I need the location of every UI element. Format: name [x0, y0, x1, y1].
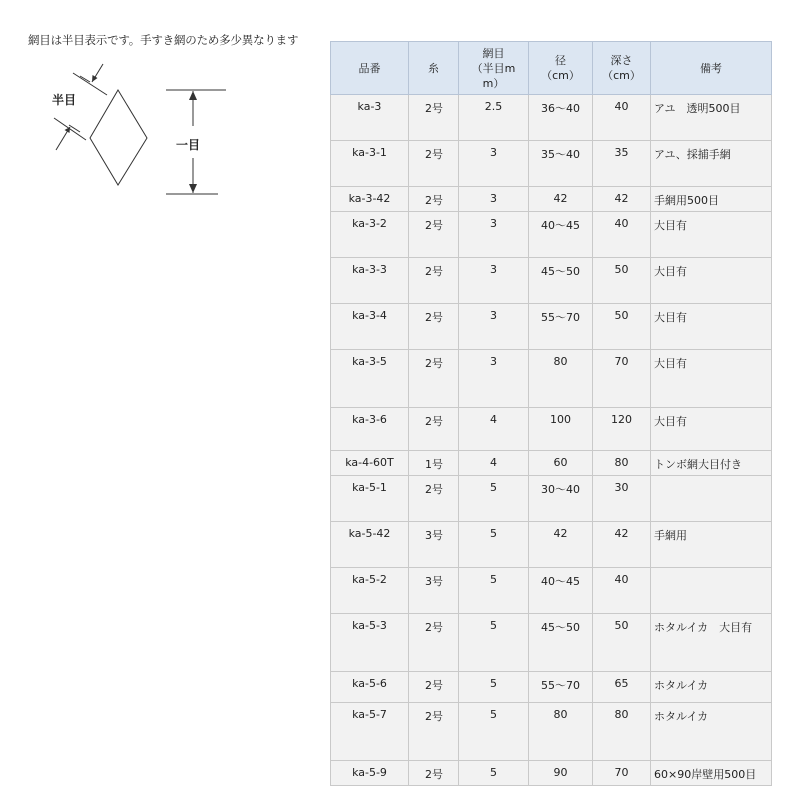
cell-kei: 45～50: [529, 258, 593, 304]
cell-fukasa: 50: [593, 304, 651, 350]
cell-biko: 60×90岸壁用500目: [651, 761, 772, 786]
cell-ito: 2号: [409, 350, 459, 408]
cell-ito: 3号: [409, 568, 459, 614]
cell-amime: 5: [459, 476, 529, 522]
cell-amime: 4: [459, 408, 529, 451]
table-row: [331, 141, 772, 187]
cell-kei: 42: [529, 522, 593, 568]
cell-hinban: ka-3-2: [331, 212, 409, 258]
cell-amime: 3: [459, 187, 529, 212]
header-amime-line2: （半目m: [471, 61, 516, 75]
cell-biko: [651, 476, 772, 522]
cell-hinban: ka-5-2: [331, 568, 409, 614]
table-row: [331, 304, 772, 350]
cell-amime: 5: [459, 522, 529, 568]
cell-fukasa: 40: [593, 95, 651, 141]
cell-kei: 80: [529, 350, 593, 408]
mesh-diagram: [0, 0, 330, 230]
cell-ito: 2号: [409, 304, 459, 350]
table-row: [331, 568, 772, 614]
cell-biko: 大目有: [651, 258, 772, 304]
mesh-note: 網目は半目表示です。手すき網のため多少異なります: [28, 33, 299, 47]
header-biko: 備考: [651, 42, 772, 95]
cell-fukasa: 65: [593, 672, 651, 703]
full-mesh-label: 一目: [176, 138, 201, 152]
table-row: [331, 187, 772, 212]
cell-ito: 2号: [409, 258, 459, 304]
table-row: [331, 761, 772, 786]
table-row: [331, 212, 772, 258]
cell-kei: 30～40: [529, 476, 593, 522]
header-fukasa-line1: 深さ: [610, 54, 633, 67]
cell-biko: 手網用: [651, 522, 772, 568]
header-ito: 糸: [409, 42, 459, 95]
cell-fukasa: 70: [593, 350, 651, 408]
cell-fukasa: 30: [593, 476, 651, 522]
cell-kei: 42: [529, 187, 593, 212]
header-hinban: 品番: [331, 42, 409, 95]
cell-fukasa: 50: [593, 258, 651, 304]
cell-kei: 36～40: [529, 95, 593, 141]
cell-fukasa: 70: [593, 761, 651, 786]
cell-biko: アユ 透明500目: [651, 95, 772, 141]
header-fukasa-line2: （cm）: [602, 69, 641, 82]
cell-ito: 2号: [409, 408, 459, 451]
table-row: [331, 703, 772, 761]
cell-hinban: ka-4-60T: [331, 451, 409, 476]
cell-hinban: ka-5-1: [331, 476, 409, 522]
cell-biko: 大目有: [651, 304, 772, 350]
header-amime: [459, 42, 529, 95]
cell-biko: 大目有: [651, 408, 772, 451]
cell-fukasa: 40: [593, 212, 651, 258]
cell-ito: 3号: [409, 522, 459, 568]
header-amime-line1: 網目: [482, 46, 505, 60]
table-header-row: [331, 42, 772, 95]
cell-amime: 5: [459, 672, 529, 703]
cell-ito: 2号: [409, 672, 459, 703]
cell-kei: 40～45: [529, 568, 593, 614]
header-fukasa: [593, 42, 651, 95]
header-kei-line1: 径: [555, 54, 566, 67]
cell-biko: 手網用500目: [651, 187, 772, 212]
cell-hinban: ka-3-1: [331, 141, 409, 187]
cell-biko: トンボ網大目付き: [651, 451, 772, 476]
cell-biko: 大目有: [651, 212, 772, 258]
cell-kei: 35～40: [529, 141, 593, 187]
cell-fukasa: 120: [593, 408, 651, 451]
cell-ito: 2号: [409, 761, 459, 786]
cell-amime: 4: [459, 451, 529, 476]
cell-amime: 3: [459, 141, 529, 187]
cell-fukasa: 80: [593, 451, 651, 476]
cell-ito: 2号: [409, 187, 459, 212]
mesh-diagram-drawing: [0, 0, 330, 230]
cell-ito: 2号: [409, 212, 459, 258]
cell-amime: 3: [459, 350, 529, 408]
cell-amime: 5: [459, 614, 529, 672]
cell-ito: 1号: [409, 451, 459, 476]
table-row: [331, 451, 772, 476]
cell-hinban: ka-5-3: [331, 614, 409, 672]
cell-biko: アユ、採捕手網: [651, 141, 772, 187]
cell-ito: 2号: [409, 95, 459, 141]
table-row: [331, 522, 772, 568]
cell-hinban: ka-5-6: [331, 672, 409, 703]
cell-amime: 5: [459, 703, 529, 761]
cell-biko: 大目有: [651, 350, 772, 408]
cell-kei: 55～70: [529, 304, 593, 350]
cell-ito: 2号: [409, 614, 459, 672]
cell-fukasa: 42: [593, 522, 651, 568]
cell-fukasa: 80: [593, 703, 651, 761]
cell-biko: ホタルイカ 大目有: [651, 614, 772, 672]
cell-kei: 90: [529, 761, 593, 786]
table-row: [331, 258, 772, 304]
net-spec-table: [330, 41, 772, 786]
cell-fukasa: 40: [593, 568, 651, 614]
cell-amime: 3: [459, 212, 529, 258]
cell-kei: 40～45: [529, 212, 593, 258]
table-row: [331, 95, 772, 141]
cell-ito: 2号: [409, 141, 459, 187]
cell-amime: 2.5: [459, 95, 529, 141]
cell-biko: [651, 568, 772, 614]
table-row: [331, 614, 772, 672]
cell-hinban: ka-5-42: [331, 522, 409, 568]
header-kei: [529, 42, 593, 95]
cell-hinban: ka-3-3: [331, 258, 409, 304]
cell-hinban: ka-3-5: [331, 350, 409, 408]
table-row: [331, 476, 772, 522]
cell-amime: 5: [459, 568, 529, 614]
cell-fukasa: 50: [593, 614, 651, 672]
cell-kei: 60: [529, 451, 593, 476]
cell-amime: 3: [459, 258, 529, 304]
half-mesh-label: 半目: [52, 93, 77, 107]
cell-hinban: ka-5-7: [331, 703, 409, 761]
cell-biko: ホタルイカ: [651, 703, 772, 761]
cell-ito: 2号: [409, 703, 459, 761]
cell-hinban: ka-5-9: [331, 761, 409, 786]
cell-kei: 45～50: [529, 614, 593, 672]
cell-ito: 2号: [409, 476, 459, 522]
cell-kei: 55～70: [529, 672, 593, 703]
table-row: [331, 408, 772, 451]
header-kei-line2: （cm）: [541, 69, 580, 82]
cell-hinban: ka-3-42: [331, 187, 409, 212]
cell-hinban: ka-3: [331, 95, 409, 141]
cell-kei: 80: [529, 703, 593, 761]
cell-kei: 100: [529, 408, 593, 451]
header-amime-line3: m）: [482, 76, 505, 90]
cell-fukasa: 35: [593, 141, 651, 187]
cell-amime: 5: [459, 761, 529, 786]
table-row: [331, 350, 772, 408]
cell-hinban: ka-3-4: [331, 304, 409, 350]
cell-amime: 3: [459, 304, 529, 350]
table-row: [331, 672, 772, 703]
cell-fukasa: 42: [593, 187, 651, 212]
cell-hinban: ka-3-6: [331, 408, 409, 451]
cell-biko: ホタルイカ: [651, 672, 772, 703]
